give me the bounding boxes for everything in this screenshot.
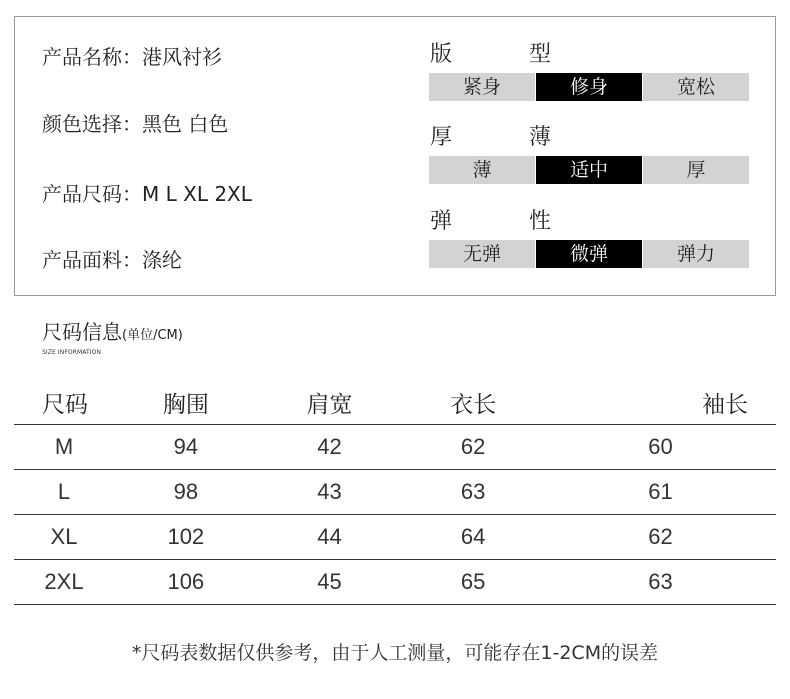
- elasticity-option: 弹力: [643, 240, 749, 268]
- size-info-subtitle: SIZE INFORMATION: [42, 349, 102, 356]
- cell-sleeve: 61: [545, 470, 776, 515]
- table-row: [14, 425, 776, 470]
- elasticity-title-a: 弹: [430, 209, 453, 234]
- thickness-scale: [429, 156, 749, 184]
- cell-length: 63: [401, 470, 545, 515]
- cell-sleeve: 63: [545, 560, 776, 605]
- size-table: [14, 380, 776, 605]
- measurement-note: *尺码表数据仅供参考，由于人工测量，可能存在1-2CM的误差: [131, 642, 659, 664]
- cell-chest: 98: [114, 470, 258, 515]
- thickness-option-selected: 适中: [536, 156, 642, 184]
- fit-option: 紧身: [429, 73, 535, 101]
- thickness-title-b: 薄: [529, 125, 552, 150]
- header-sleeve: 袖长: [702, 391, 748, 418]
- cell-length: 64: [401, 515, 545, 560]
- size-info-title: [42, 320, 183, 348]
- size-info-heading: 尺码信息: [42, 320, 122, 344]
- product-sizes: 产品尺码：M L XL 2XL: [42, 182, 252, 206]
- cell-length: 62: [401, 425, 545, 470]
- elasticity-scale: [429, 240, 749, 268]
- product-colors: 颜色选择：黑色 白色: [42, 112, 229, 136]
- thickness-title: [430, 125, 628, 151]
- fit-option-selected: 修身: [536, 73, 642, 101]
- cell-sleeve: 62: [545, 515, 776, 560]
- cell-size: M: [14, 425, 114, 470]
- cell-size: XL: [14, 515, 114, 560]
- elasticity-option-selected: 微弹: [536, 240, 642, 268]
- header-shoulder: 肩宽: [306, 391, 353, 418]
- thickness-option: 薄: [429, 156, 535, 184]
- fit-title-a: 版: [430, 42, 453, 67]
- cell-shoulder: 43: [258, 470, 402, 515]
- header-length: 衣长: [450, 391, 497, 418]
- cell-shoulder: 44: [258, 515, 402, 560]
- cell-length: 65: [401, 560, 545, 605]
- elasticity-title: [430, 209, 628, 235]
- fit-scale: [429, 73, 749, 101]
- cell-chest: 94: [114, 425, 258, 470]
- thickness-title-a: 厚: [430, 125, 453, 150]
- header-size: 尺码: [42, 391, 88, 418]
- cell-shoulder: 42: [258, 425, 402, 470]
- product-material: 产品面料：涤纶: [42, 248, 182, 272]
- product-name: 产品名称：港风衬衫: [42, 45, 222, 69]
- size-table-header: [14, 380, 776, 425]
- cell-size: L: [14, 470, 114, 515]
- cell-chest: 102: [114, 515, 258, 560]
- thickness-option: 厚: [643, 156, 749, 184]
- fit-option: 宽松: [643, 73, 749, 101]
- elasticity-option: 无弹: [429, 240, 535, 268]
- table-row: [14, 515, 776, 560]
- cell-shoulder: 45: [258, 560, 402, 605]
- fit-title-b: 型: [529, 42, 552, 67]
- elasticity-title-b: 性: [529, 209, 552, 234]
- table-row: [14, 560, 776, 605]
- fit-title: [430, 42, 628, 68]
- header-chest: 胸围: [162, 391, 209, 418]
- cell-chest: 106: [114, 560, 258, 605]
- table-row: [14, 470, 776, 515]
- size-info-unit: (单位/CM): [122, 328, 183, 343]
- cell-sleeve: 60: [545, 425, 776, 470]
- cell-size: 2XL: [14, 560, 114, 605]
